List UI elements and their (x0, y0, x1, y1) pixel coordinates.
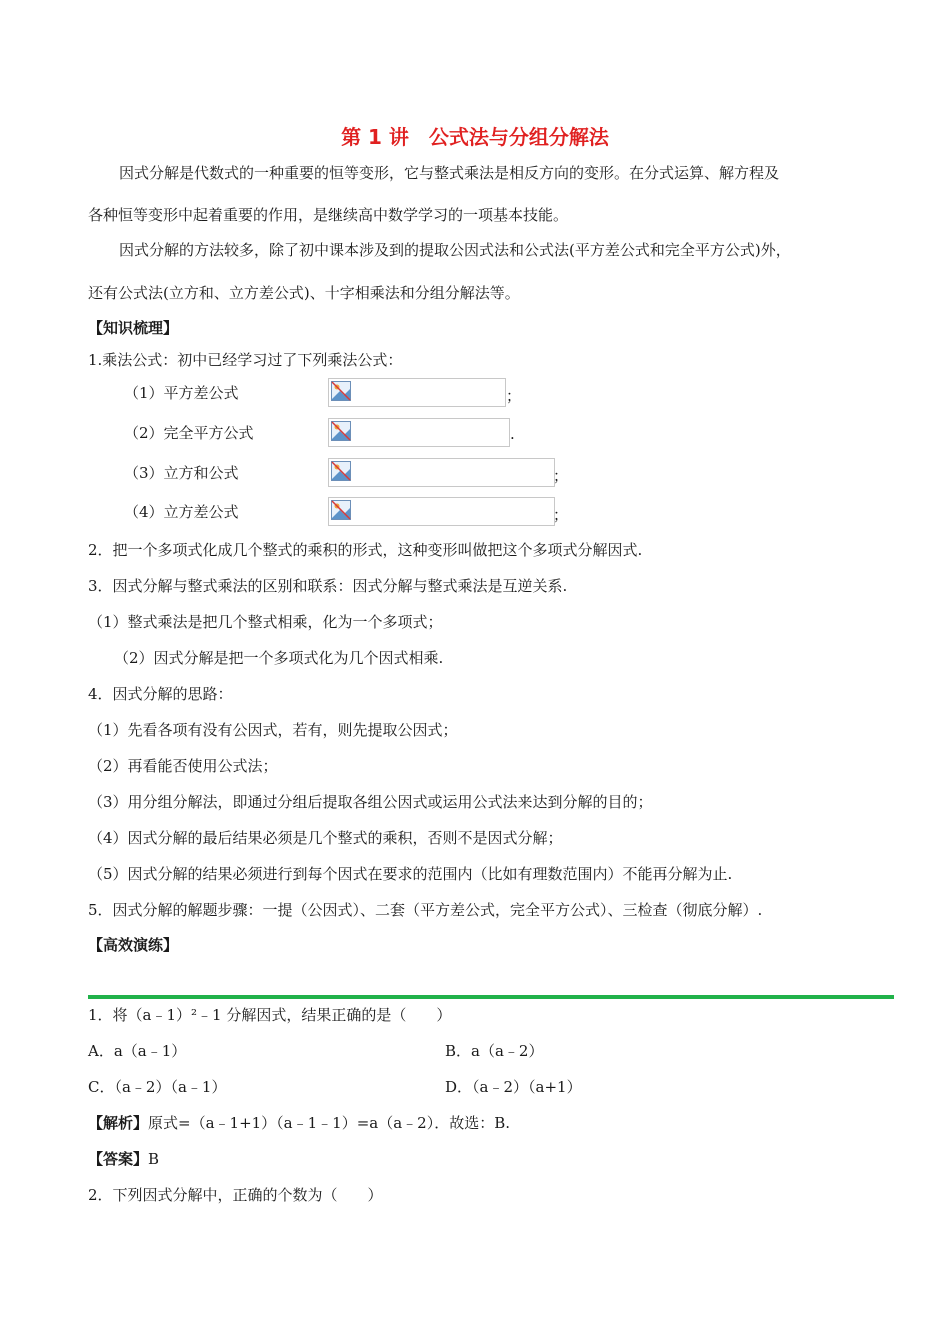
broken-image-icon (331, 381, 351, 401)
formula-image-1 (328, 378, 506, 407)
item-4: 4．因式分解的思路： (88, 685, 233, 703)
formula-label-1: （1）平方差公式 (124, 384, 239, 402)
intro-line-2: 各种恒等变形中起着重要的作用，是继续高中数学学习的一项基本技能。 (88, 206, 569, 224)
broken-image-icon (331, 500, 351, 520)
formula-label-3: （3）立方和公式 (124, 464, 239, 482)
item-4-step-4: （4）因式分解的最后结果必须是几个整式的乘积，否则不是因式分解； (88, 829, 563, 847)
broken-image-icon (331, 421, 351, 441)
formula-image-4 (328, 497, 555, 526)
answer-tag: 【答案】 (88, 1150, 149, 1168)
formula-label-4: （4）立方差公式 (124, 503, 239, 521)
formula-image-2 (328, 418, 510, 447)
question-1-option-b: B．a（a﹣2） (445, 1042, 544, 1060)
formula-punct-3: ； (553, 467, 569, 485)
question-1-option-c: C．（a﹣2）（a﹣1） (88, 1078, 227, 1096)
question-1-answer (88, 1149, 159, 1169)
question-1-option-d: D．（a﹣2）（a+1） (445, 1078, 582, 1096)
question-1-analysis (88, 1113, 510, 1133)
item-4-step-5: （5）因式分解的结果必须进行到每个因式在要求的范围内（比如有理数范围内）不能再分解为止. (88, 865, 733, 883)
broken-image-icon (331, 461, 351, 481)
item-3-1: （1）整式乘法是把几个整式相乘，化为一个多项式； (88, 613, 443, 631)
formula-image-3 (328, 458, 555, 487)
question-2-stem: 2．下列因式分解中，正确的个数为（ ） (88, 1186, 383, 1204)
item-2: 2．把一个多项式化成几个整式的乘积的形式，这种变形叫做把这个多项式分解因式. (88, 541, 643, 559)
analysis-text: 原式=（a﹣1+1）（a﹣1﹣1）=a（a﹣2）．故选：B. (148, 1114, 511, 1132)
intro-line-1: 因式分解是代数式的一种重要的恒等变形，它与整式乘法是相反方向的变形。在分式运算、解方程及 (119, 164, 780, 182)
formula-label-2: （2）完全平方公式 (124, 424, 254, 442)
item-1: 1.乘法公式：初中已经学习过了下列乘法公式： (88, 351, 403, 369)
question-1-stem: 1．将（a﹣1）²﹣1 分解因式，结果正确的是（ ） (88, 1006, 452, 1024)
item-5: 5．因式分解的解题步骤：一提（公因式）、二套（平方差公式，完全平方公式）、三检查（彻底分解）. (88, 901, 763, 919)
item-4-step-3: （3）用分组分解法，即通过分组后提取各组公因式或运用公式法来达到分解的目的； (88, 793, 653, 811)
intro-line-3: 因式分解的方法较多，除了初中课本涉及到的提取公因式法和公式法(平方差公式和完全平方公式)外， (119, 241, 791, 259)
item-3-2: （2）因式分解是把一个多项式化为几个因式相乘. (114, 649, 444, 667)
item-4-step-2: （2）再看能否使用公式法； (88, 757, 278, 775)
question-1-option-a: A．a（a﹣1） (88, 1042, 187, 1060)
section-knowledge-title: 【知识梳理】 (88, 319, 179, 337)
item-4-step-1: （1）先看各项有没有公因式，若有，则先提取公因式； (88, 721, 458, 739)
analysis-tag: 【解析】 (88, 1114, 149, 1132)
formula-punct-4: ； (553, 506, 569, 524)
page-title: 第 1 讲 公式法与分组分解法 (341, 125, 609, 149)
green-divider (88, 995, 894, 999)
answer-text: B (148, 1150, 160, 1168)
formula-punct-1: ； (506, 387, 522, 405)
item-3: 3．因式分解与整式乘法的区别和联系：因式分解与整式乘法是互逆关系. (88, 577, 568, 595)
section-practice-title: 【高效演练】 (88, 936, 179, 954)
formula-punct-2: . (510, 425, 515, 443)
intro-line-4: 还有公式法(立方和、立方差公式)、十字相乘法和分组分解法等。 (88, 284, 520, 302)
